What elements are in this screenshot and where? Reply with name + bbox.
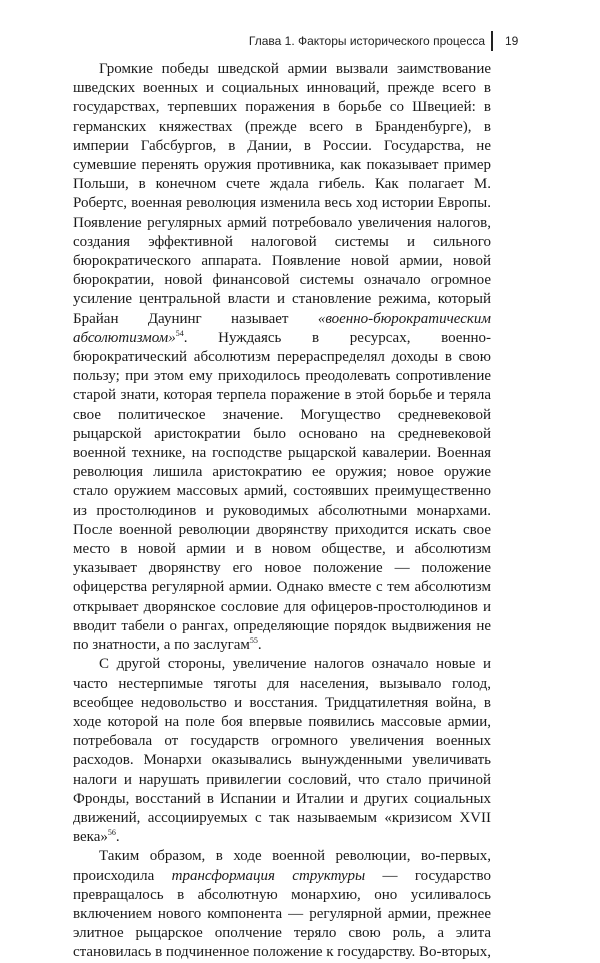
page-number: 19 <box>505 34 519 48</box>
footnote-ref-55[interactable]: 55 <box>249 636 258 646</box>
paragraph-1 <box>73 60 491 655</box>
paragraph-1-text-c: . <box>257 637 262 654</box>
footnote-ref-54[interactable]: 54 <box>175 328 184 338</box>
paragraph-3-text-b: — государство превращалось в абсолютную монархию, оно усиливалось включением нового компонента — регулярной армии, прежнее элитное рыцарское ополчение теряло свою роль, а элита становилась в подчиненное положение к государству. Во-вторых, <box>73 867 491 961</box>
paragraph-3 <box>73 847 491 962</box>
paragraph-2-text-b: . <box>115 829 120 846</box>
paragraph-2 <box>73 655 491 847</box>
running-header <box>0 34 600 52</box>
paragraph-1-text-b: . Нуждаясь в ресурсах, военно-бюрократический абсолютизм перераспределял доходы в свою пользу; при этом ему приходилось преодолевать сопротивление старой знати, которая терпела поражение в этой борьбе и теряла свое политическое значение. Могущество средневековой рыцарской аристократии было основано на средневековой военной технике, на господстве рыцарской кавалерии. Военная революция лишила аристократию ее оружия; новое оружие стало оружием массовых армий, состоявших преимущественно из простолюдинов и руководимых абсолютными монархами. После военной революции дворянству приходится искать свое место в новой армии и в новом обществе, и абсолютизм указывает дворянству его новое положение — положение офицерства регулярной армии. Однако вместе с тем абсолютизм открывает дворянское сословие для офицеров-простолюдинов и вводит табели о рангах, определяющие порядок выдвижения не по знатности, а по заслугам <box>73 329 491 654</box>
footnote-ref-56[interactable]: 56 <box>107 828 116 838</box>
paragraph-3-emphasis: трансформация структуры <box>171 867 366 884</box>
chapter-title: Глава 1. Факторы исторического процесса <box>248 34 485 48</box>
header-divider <box>491 31 493 51</box>
paragraph-1-text-a: Громкие победы шведской армии вызвали заимствование шведских военных и социальных инноваций, прежде всего в государствах, терпевших поражения в борьбе со Швецией: в германских княжествах (прежде всего в Бранденбурге), в империи Габсбургов, в Дании, в России. Государства, не сумевшие перенять оружия противника, как показывает пример Польши, в конечном счете ждала гибель. Как полагает М. Робертс, военная революция изменила весь ход истории Европы. Появление регулярных армий потребовало увеличения налогов, создания эффективной налоговой системы и сильного бюрократического аппарата. Появление новой армии, новой бюрократии, новой финансовой системы означало огромное усиление центральной власти и становление режима, который Брайан Даунинг называет <box>73 61 491 327</box>
paragraph-1-emphasis: «военно-бюрократическим абсолютизмом» <box>73 310 491 346</box>
paragraph-2-text-a: С другой стороны, увеличение налогов означало новые и часто нестерпимые тяготы для населения, вызывало голод, всеобщее недовольство и восстания. Тридцатилетняя война, в ходе которой на поле боя впервые появились массовые армии, потребовала от государств огромного увеличения военных расходов. Монархи оказывались вынужденными увеличивать налоги и нарушать привилегии сословий, что стало причиной Фронды, восстаний в Испании и Италии и других социальных движений, ассоциируемых с так называемым «кризисом XVII века» <box>73 656 491 846</box>
paragraph-3-text-a: Таким образом, в ходе военной революции, во-первых, происходила <box>73 848 491 884</box>
body-text <box>73 60 491 963</box>
